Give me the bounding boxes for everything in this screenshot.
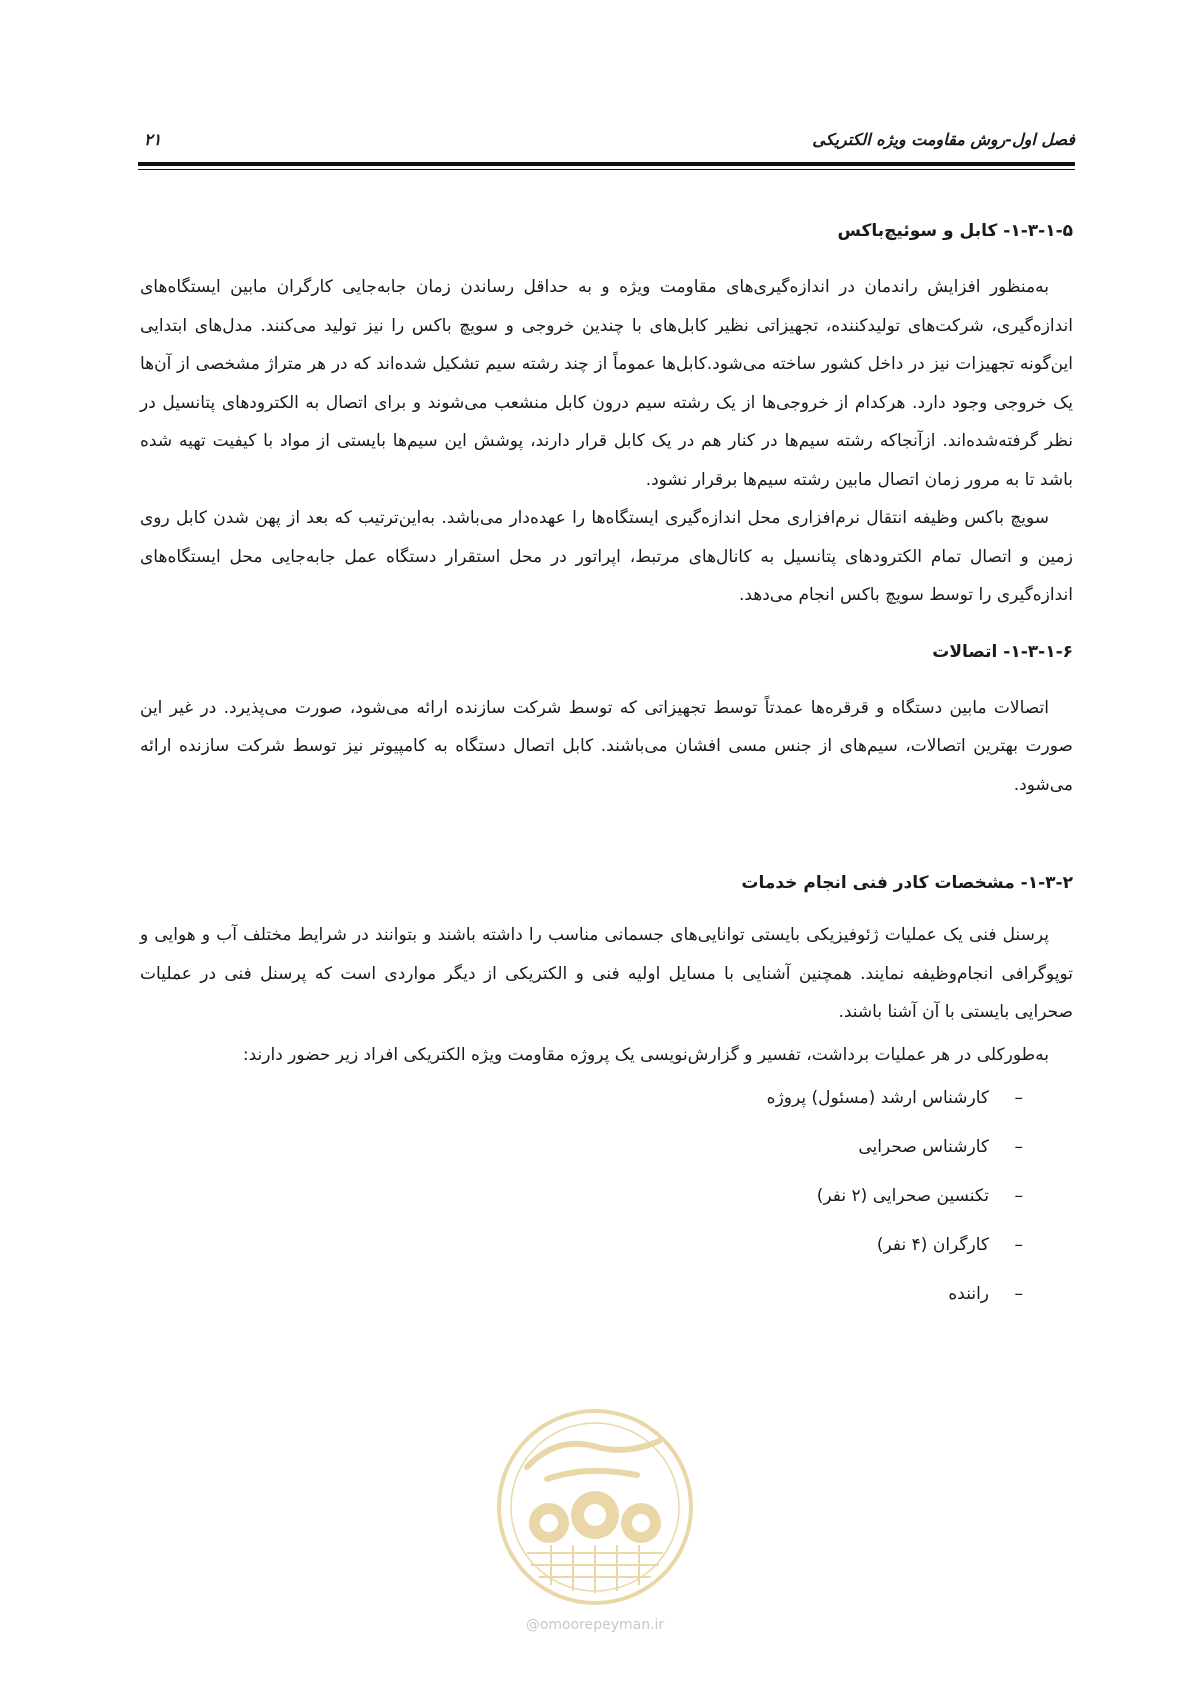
section-heading-staff: ۱-۳-۲- مشخصات کادر فنی انجام خدمات — [741, 873, 1073, 893]
list-item-text: راننده — [948, 1284, 989, 1304]
paragraph-cables: به‌منظور افزایش راندمان در اندازه‌گیری‌های مقاومت ویژه و به حداقل رساندن زمان جابه‌جایی کارگران مابین ایستگاه‌های اندازه‌گیری، شرکت‌های تولیدکننده، تجهیزاتی نظیر کابل‌های با چندین خروجی و سویچ باکس را نیز تولید می‌کنند. مدل‌های ابتدایی این‌گونه تجهیزات نیز در داخل کشور ساخته می‌شود.کابل‌ها عموماً از چند رشته سیم تشکیل شده‌اند که در هر متراژ مشخصی از آن‌ها یک خروجی وجود دارد. هرکدام از خروجی‌ها از یک رشته سیم درون کابل منشعب می‌شوند و برای اتصال به الکترودهای پتانسیل در نظر گرفته‌شده‌اند. ازآنجاکه رشته سیم‌ها در کنار هم در یک کابل قرار دارند، پوشش این سیم‌ها بایستی از مواد با کیفیت تهیه شده باشد تا به مرور زمان اتصال مابین رشته سیم‌ها برقرار نشود. — [140, 277, 1073, 490]
header-rule-thick — [138, 162, 1075, 166]
list-item — [140, 1074, 1023, 1123]
section-heading-cable-switchbox: ۱-۳-۱-۵- کابل و سوئیچ‌باکس — [837, 221, 1073, 241]
list-item-text: کارگران (۴ نفر) — [876, 1235, 989, 1255]
header-rule-thin — [138, 169, 1075, 170]
chapter-title: فصل اول-روش مقاومت ویژه الکتریکی — [812, 130, 1075, 149]
dash-bullet: – — [1014, 1284, 1023, 1304]
watermark-url: @omoorepeyman.ir — [525, 1617, 665, 1633]
page-body — [140, 212, 1073, 1319]
page-number: ۲۱ — [144, 130, 162, 149]
list-item-text: کارشناس ارشد (مسئول) پروژه — [766, 1088, 989, 1108]
paragraph-staff-intro: به‌طورکلی در هر عملیات برداشت، تفسیر و گزارش‌نویسی یک پروژه مقاومت ویژه الکتریکی افراد زیر حضور دارند: — [242, 1044, 1049, 1065]
running-header — [138, 126, 1075, 156]
dash-bullet: – — [1014, 1235, 1023, 1255]
staff-list — [140, 1074, 1073, 1319]
list-item — [140, 1172, 1023, 1221]
list-item — [140, 1270, 1023, 1319]
paragraph-switchbox: سویچ باکس وظیفه انتقال نرم‌افزاری محل اندازه‌گیری ایستگاه‌ها را عهده‌دار می‌باشد. به‌این‌ترتیب که بعد از پهن شدن کابل روی زمین و اتصال تمام الکترودهای پتانسیل به کانال‌های مرتبط، اپراتور در محل استقرار دستگاه عمل جابه‌جایی محل ایستگاه‌های اندازه‌گیری را توسط سویچ باکس انجام می‌دهد. — [140, 508, 1073, 605]
watermark-logo — [487, 1405, 703, 1645]
section-heading-connections: ۱-۳-۱-۶- اتصالات — [932, 641, 1073, 662]
watermark-seal-icon — [487, 1405, 703, 1610]
paragraph-connections: اتصالات مابین دستگاه و قرقره‌ها عمدتاً توسط تجهیزاتی که توسط شرکت سازنده ارائه می‌شود، صورت می‌پذیرد. در غیر این صورت بهترین اتصالات، سیم‌های از جنس مسی افشان می‌باشند. کابل اتصال دستگاه به کامپیوتر نیز توسط شرکت سازنده ارائه می‌شود. — [140, 697, 1073, 795]
dash-bullet: – — [1014, 1088, 1023, 1108]
paragraph-staff: پرسنل فنی یک عملیات ژئوفیزیکی بایستی توانایی‌های جسمانی مناسب را داشته باشند و بتوانند در شرایط مختلف آب و هوایی و توپوگرافی انجام‌وظیفه نمایند. همچنین آشنایی با مسایل اولیه فنی و الکتریکی از دیگر مواردی است که پرسنل فنی در عملیات صحرایی بایستی با آن آشنا باشند. — [140, 925, 1073, 1022]
dash-bullet: – — [1014, 1137, 1023, 1157]
dash-bullet: – — [1014, 1186, 1023, 1206]
list-item-text: کارشناس صحرایی — [858, 1137, 989, 1157]
list-item — [140, 1221, 1023, 1270]
list-item-text: تکنسین صحرایی (۲ نفر) — [816, 1186, 989, 1206]
list-item — [140, 1123, 1023, 1172]
